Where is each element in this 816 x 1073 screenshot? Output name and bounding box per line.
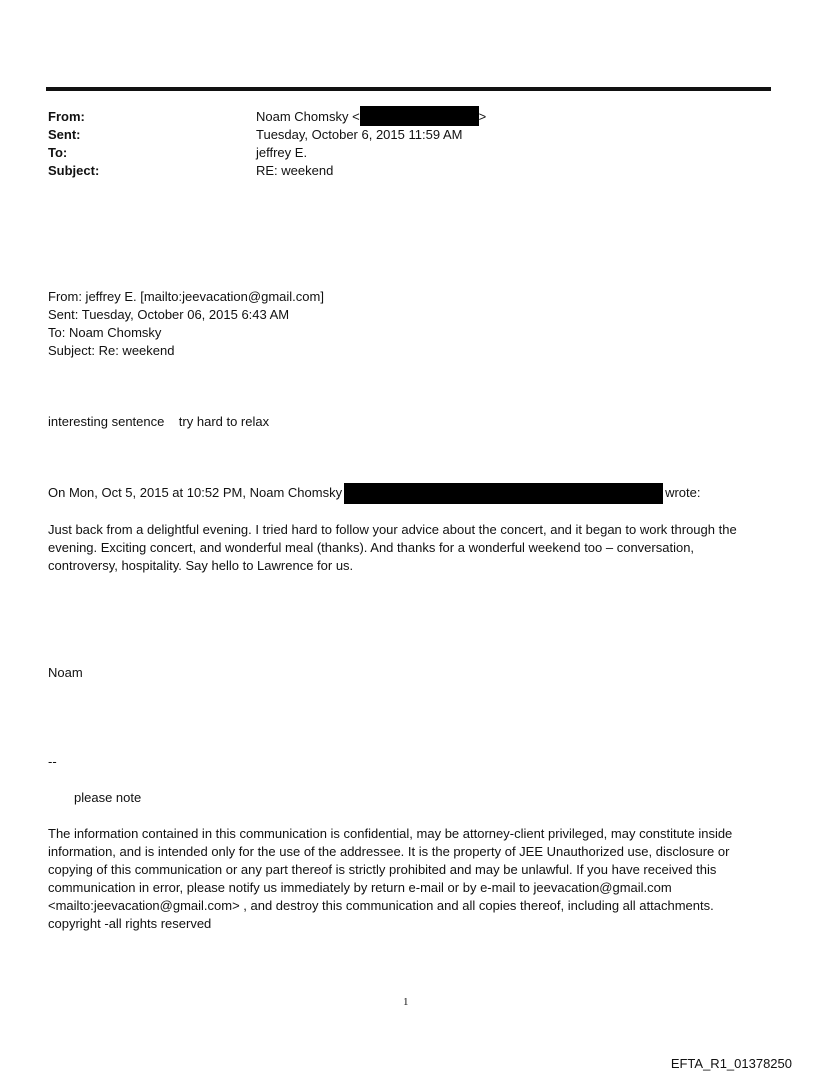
from-tail: > (478, 109, 487, 124)
reply-text: interesting sentence try hard to relax (48, 414, 270, 429)
signature: Noam (48, 665, 83, 680)
original-wrote: wrote: (665, 484, 701, 500)
to-label: To: (48, 145, 68, 160)
from-name: Noam Chomsky < (256, 109, 360, 124)
to-value: jeffrey E. (256, 145, 308, 160)
sent-label: Sent: (48, 127, 81, 142)
redaction-box (360, 106, 479, 126)
disclaimer: The information contained in this communication is confidential, may be attorney-client privileged, may constitute inside information, and is intended only for the use of the addressee. It is the property of JEE Unauthorized use, disclosure or copying of this communication or any part thereof is strictly prohibited and may be unlawful. If you have received this communication in error, please notify us immediately by return e-mail or by e-mail to jeevacation@gmail.com <mailto:jeevacation@gmail.com> , and destroy this communication and all copies thereof, including all attachments. copyright -all rights reserved (48, 826, 733, 931)
subject-value: RE: weekend (256, 163, 334, 178)
from-label: From: (48, 109, 85, 124)
quoted-from: From: jeffrey E. [mailto:jeevacation@gmail.com] (48, 289, 324, 304)
original-body: Just back from a delightful evening. I tried hard to follow your advice about the concert, and it began to work through the evening. Exciting concert, and wonderful meal (thanks). And thanks for a wonderful weekend too – conversation, controversy, hospitality. Say hello to Lawrence for us. (48, 522, 737, 573)
separator: -- (48, 754, 57, 769)
bates-number: EFTA_R1_01378250 (670, 1056, 792, 1071)
original-intro: On Mon, Oct 5, 2015 at 10:52 PM, Noam Chomsky (48, 484, 343, 500)
subject-label: Subject: (48, 163, 100, 178)
sent-value: Tuesday, October 6, 2015 11:59 AM (256, 127, 463, 142)
redaction-box (344, 483, 663, 504)
header-rule (46, 87, 771, 91)
from-value (256, 108, 486, 126)
please-note: please note (74, 790, 142, 805)
quoted-sent: Sent: Tuesday, October 06, 2015 6:43 AM (48, 307, 290, 322)
quoted-subject: Subject: Re: weekend (48, 343, 175, 358)
original-intro-line (48, 483, 700, 504)
page-number: 1 (403, 996, 409, 1008)
quoted-to: To: Noam Chomsky (48, 325, 162, 340)
